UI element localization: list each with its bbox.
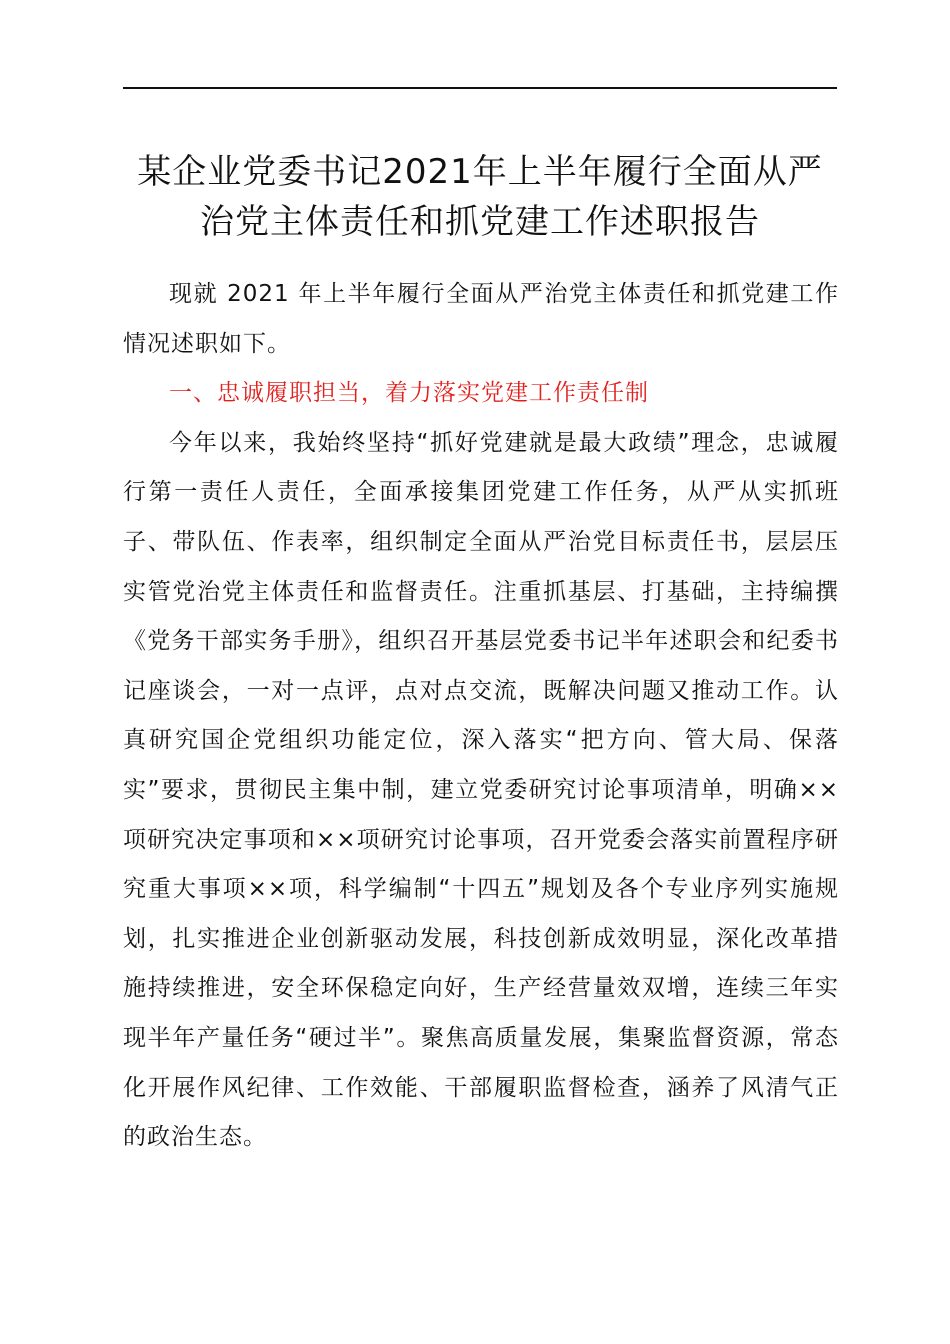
document-body xyxy=(123,270,839,1163)
intro-paragraph: 现就 2021 年上半年履行全面从严治党主体责任和抓党建工作情况述职如下。 xyxy=(123,281,839,357)
section-heading: 一、忠诚履职担当，着力落实党建工作责任制 xyxy=(169,380,649,407)
title-line-1: 某企业党委书记2021年上半年履行全面从严 xyxy=(137,152,823,192)
title-line-2: 治党主体责任和抓党建工作述职报告 xyxy=(200,202,760,242)
body-paragraph: 今年以来，我始终坚持“抓好党建就是最大政绩”理念，忠诚履行第一责任人责任，全面承接集团党建工作任务，从严从实抓班子、带队伍、作表率，组织制定全面从严治党目标责任书，层层压实管党治党主体责任和监督责任。注重抓基层、打基础，主持编撰《党务干部实务手册》，组织召开基层党委书记半年述职会和纪委书记座谈会，一对一点评，点对点交流，既解决问题又推动工作。认真研究国企党组织功能定位，深入落实“把方向、管大局、保落实”要求，贯彻民主集中制，建立党委研究讨论事项清单，明确××项研究决定事项和××项研究讨论事项，召开党委会落实前置程序研究重大事项××项，科学编制“十四五”规划及各个专业序列实施规划，扎实推进企业创新驱动发展，科技创新成效明显，深化改革措施持续推进，安全环保稳定向好，生产经营量效双增，连续三年实现半年产量任务“硬过半”。聚焦高质量发展，集聚监督资源，常态化开展作风纪律、工作效能、干部履职监督检查，涵养了风清气正的政治生态。 xyxy=(123,429,839,1151)
header-rule xyxy=(123,87,837,89)
document-title xyxy=(113,147,847,247)
